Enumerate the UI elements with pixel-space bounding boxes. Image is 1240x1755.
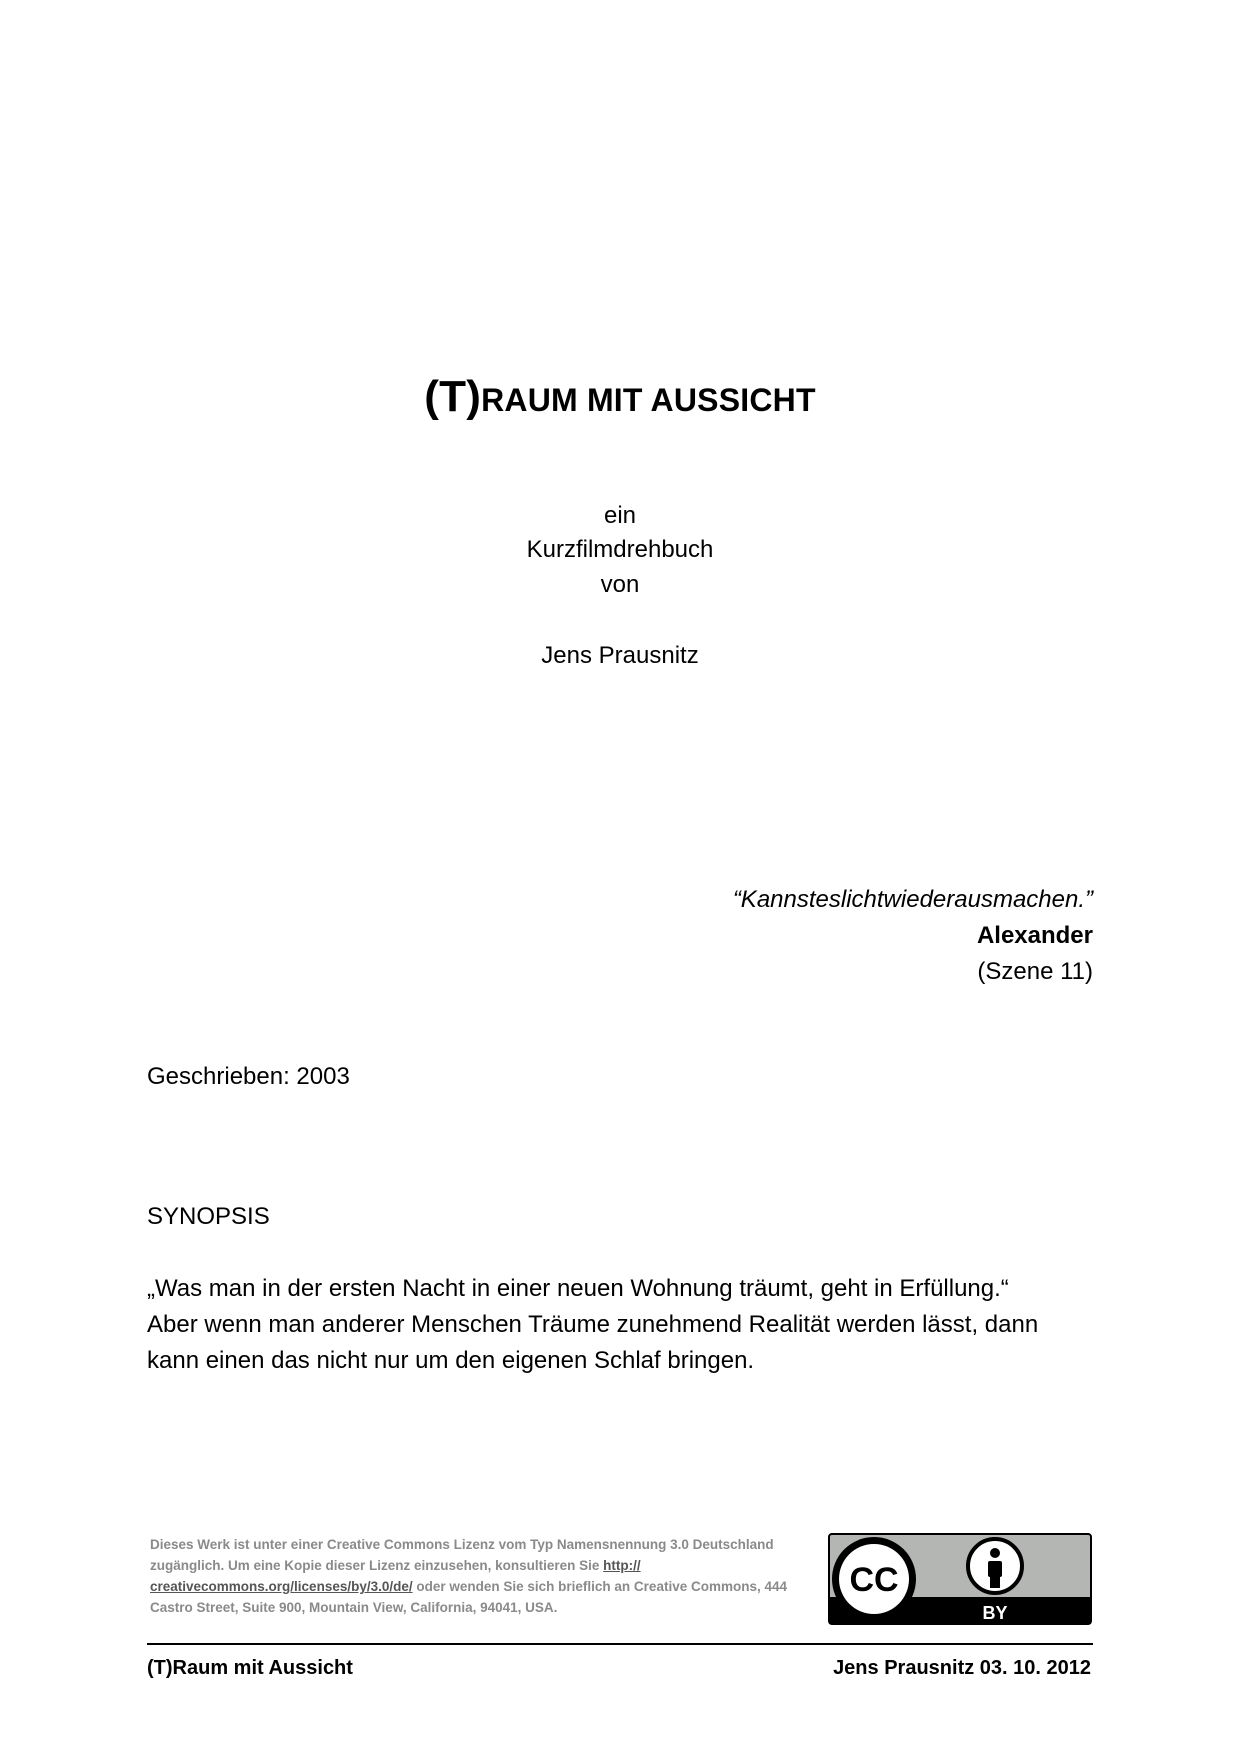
synopsis-heading: SYNOPSIS <box>147 1203 270 1230</box>
byline-genre: Kurzfilmdrehbuch <box>526 536 714 563</box>
epigraph-speaker-block <box>977 922 1093 950</box>
byline-von: von <box>600 571 640 598</box>
license-link-part2[interactable]: creativecommons.org/licenses/by/3.0/de/ <box>150 1579 413 1594</box>
epigraph-scene-block <box>977 958 1093 986</box>
license-text-part1: Dieses Werk ist unter einer Creative Commons Lizenz vom Typ Namensnennung 3.0 Deutschland zugänglich. Um eine Kopie dieser Lizenz einzusehen, konsultieren Sie <box>150 1537 774 1573</box>
attribution-icon <box>968 1539 1022 1593</box>
byline-ein: ein <box>603 502 637 529</box>
quote-speaker: Alexander <box>976 922 1093 949</box>
footer-title: (T)Raum mit Aussicht <box>147 1657 353 1679</box>
license-notice <box>150 1534 810 1618</box>
synopsis-line: kann einen das nicht nur um den eigenen Schlaf bringen. <box>147 1347 755 1374</box>
footer-divider <box>147 1643 1093 1645</box>
document-title <box>0 372 1240 422</box>
license-link-part1[interactable]: http:// <box>603 1558 641 1573</box>
cc-icon <box>832 1537 916 1621</box>
written-date: Geschrieben: 2003 <box>147 1063 350 1090</box>
title-rest: RAUM MIT AUSSICHT <box>481 382 816 418</box>
quote-text: “Kannsteslichtwiederausmachen.” <box>732 886 1093 913</box>
by-label: BY <box>982 1603 1008 1623</box>
synopsis-line: „Was man in der ersten Nacht in einer neuen Wohnung träumt, geht in Erfüllung.“ <box>147 1275 1009 1302</box>
footer-author-date: Jens Prausnitz 03. 10. 2012 <box>833 1657 1091 1679</box>
cc-by-badge-graphic <box>828 1533 1092 1625</box>
author-name: Jens Prausnitz <box>541 642 699 669</box>
title-prefix: (T) <box>424 372 482 421</box>
cc-by-badge[interactable] <box>828 1533 1092 1625</box>
license-text-part2: oder wenden Sie sich brieflich an Creative Commons, 444 Castro Street, Suite 900, Mountain View, California, 94041, USA. <box>150 1579 787 1615</box>
epigraph-quote <box>733 886 1093 914</box>
synopsis-line: Aber wenn man anderer Menschen Träume zunehmend Realität werden lässt, dann <box>147 1311 1039 1338</box>
quote-scene: (Szene 11) <box>977 958 1093 985</box>
cc-icon-label: CC <box>849 1561 899 1599</box>
synopsis-body <box>147 1271 1107 1379</box>
